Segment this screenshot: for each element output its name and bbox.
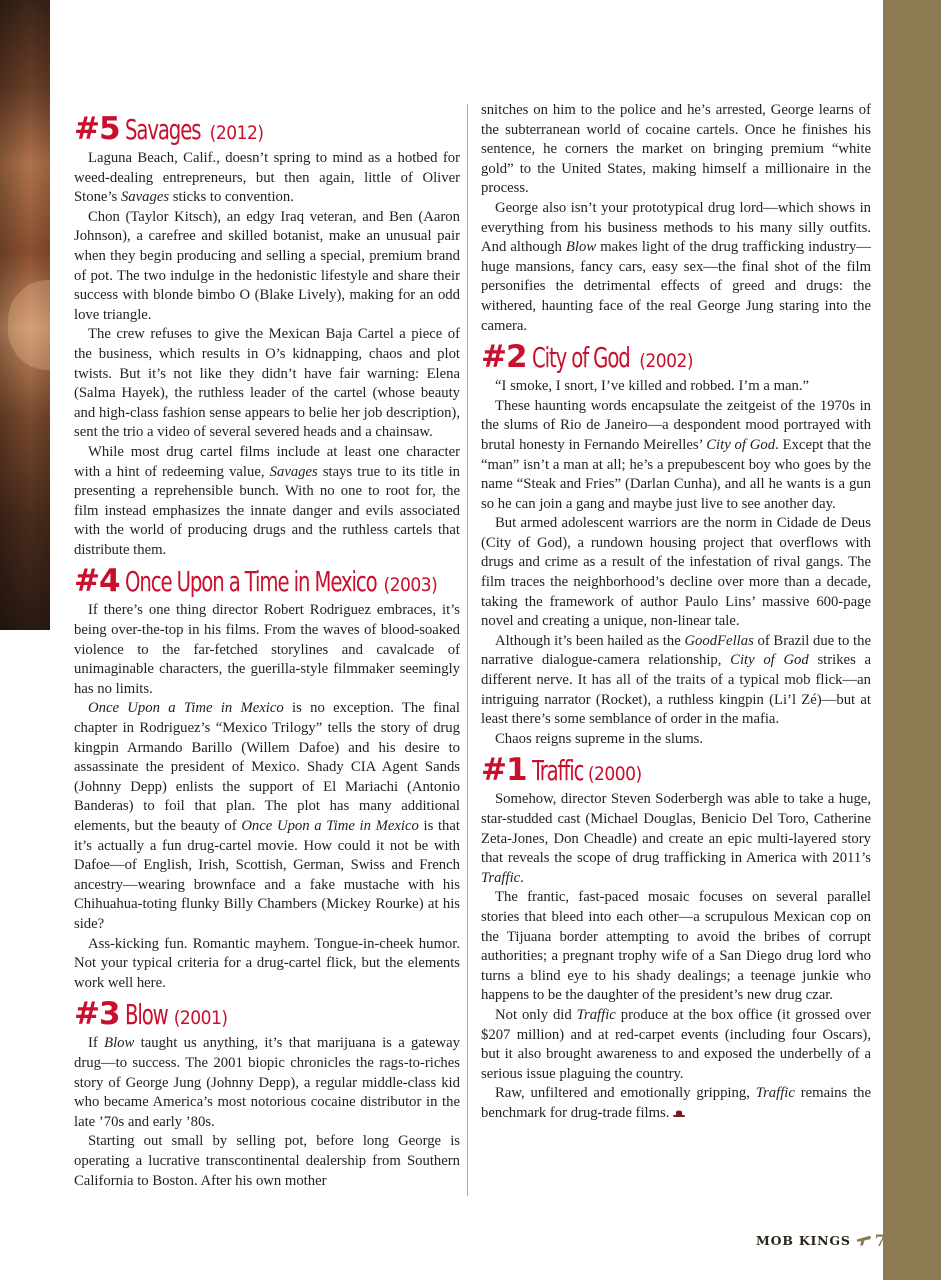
page-footer <box>756 1230 886 1252</box>
paragraph: Not only did Traffic produce at the box office (it grossed over $207 million) and at red-carpet events (including four Oscars), but it also brought awareness to and exposed the underbelly of a serious issue plaguing the country. <box>481 1006 871 1082</box>
paragraph: If there’s one thing director Robert Rodriguez embraces, it’s being over-the-top in his films. From the waves of blood-soaked violence to the far-fetched storylines and cavalcade of unimaginable characters, the guerilla-style filmmaker seemingly has no limits. <box>74 602 460 697</box>
paragraph: Laguna Beach, Calif., doesn’t spring to mind as a hotbed for weed-dealing entrepreneurs, but then again, little of Oliver Stone’s Savages sticks to convention. <box>74 150 460 206</box>
paragraph: Raw, unfiltered and emotionally gripping, Traffic remains the benchmark for drug-trade films. <box>481 1085 872 1121</box>
paragraph: But armed adolescent warriors are the norm in Cidade de Deus (City of God), a rundown housing project that overflows with drugs and crime as a result of the infestation of rival gangs. The film traces the neighborhood’s decline over more than a decade, taking the framework of author Paulo Lins’ massive 600-page novel and creating a unique, non-linear tale. <box>481 515 871 630</box>
paragraph: If Blow taught us anything, it’s that marijuana is a gateway drug—to success. The 2001 biopic chronicles the rags-to-riches story of George Jung (Johnny Depp), a regular middle-class kid who became America’s most notorious cocaine distributor in the late ’70s and early ’80s. <box>74 1035 460 1130</box>
paragraph: Although it’s been hailed as the GoodFellas of Brazil due to the narrative dialogue-camera relationship, City of God strikes a different nerve. It has all of the traits of a typical mob flick—an intriguing narrator (Rocket), a ruthless kingpin (Li’l Zé)—but at least there’s some semblance of order in the mafia. <box>481 632 872 728</box>
page-number: 7 <box>874 1231 886 1250</box>
paragraph: George also isn’t your prototypical drug lord—which shows in everything from his business methods to his many silly outfits. And although Blow makes light of the drug trafficking industry—huge mansions, fancy cars, easy sex—the final shot of the film personifies the detrimental effects of greed and drugs: the withered, haunting face of the real George Jung staring into the camera. <box>481 199 871 334</box>
paragraph: Starting out small by selling pot, before long George is operating a lucrative transcontinental dealership from Southern California to Boston. After his own mother <box>74 1133 460 1189</box>
left-column <box>74 108 460 1191</box>
hat-icon <box>673 1109 685 1118</box>
paragraph: These haunting words encapsulate the zeitgeist of the 1970s in the slums of Rio de Janeiro—a despondent mood portrayed with brutal honesty in Fernando Meirelles’ City of God. Except that the “man” isn’t a man at all; he’s a prepubescent boy who goes by the name “Steak and Fries” (Darlan Cunha), and all he wants is a gun so he can join a gang and maybe just live to see another day. <box>481 397 872 512</box>
right-column <box>481 101 871 1124</box>
heading-rank-1: #1 Traffic (2000) <box>481 752 642 789</box>
paragraph: Once Upon a Time in Mexico is no exception. The final chapter in Rodriguez’s “Mexico Trilogy” tells the story of drug kingpin Armando Barillo (Willem Dafoe) and his desire to assassinate the president of Mexico. Shady CIA Agent Sands (Johnny Depp) enlists the support of El Mariachi (Antonio Banderas) to foil that plan. The plot has many additional elements, but the beauty of Once Upon a Time in Mexico is that it’s actually a fun drug-cartel movie. How could it not be with Dafoe—of English, Irish, Scottish, German, Swiss and French ancestry—wearing brownface and a fake mustache with his Chihuahua-toting flunky Billy Chambers (Mickey Rourke) at his side? <box>74 700 460 932</box>
paragraph: Ass-kicking fun. Romantic mayhem. Tongue-in-cheek humor. Not your typical criteria for a drug-cartel flick, but the elements work well here. <box>74 935 460 991</box>
paragraph: Chon (Taylor Kitsch), an edgy Iraq veteran, and Ben (Aaron Johnson), a carefree and skilled botanist, make an unusual pair when they begin producing and selling a special, premium brand of pot. The two indulge in the hedonistic lifestyle and share their success with blonde bimbo O (Blake Lively), making for an odd love triangle. <box>74 208 460 323</box>
column-divider <box>467 104 468 1196</box>
heading-rank-5: #5 Savages (2012) <box>74 111 264 147</box>
gold-side-bar <box>883 0 941 1280</box>
heading-rank-4: #4 Once Upon a Time in Mexico (2003) <box>74 563 438 600</box>
paragraph: Somehow, director Steven Soderbergh was able to take a huge, star-studded cast (Michael Douglas, Benicio Del Toro, Catherine Zeta-Jones, Don Cheadle) and create an epic multi-layered story that reveals the scope of drug trafficking in America with 2011’s Traffic. <box>481 791 871 886</box>
publication-name: MOB KINGS <box>756 1233 851 1248</box>
heading-rank-2: #2 City of God (2002) <box>481 339 694 376</box>
paragraph: The crew refuses to give the Mexican Baja Cartel a piece of the business, which results in O’s kidnapping, chaos and plot twists. But it’s not like they didn’t have fair warning: Elena (Salma Hayek), the ruthless leader of the cartel (whose beauty and high-class fashion sense appears to belie her job description), sent the trio a video of several severed heads and a chainsaw. <box>74 326 460 441</box>
paragraph: Chaos reigns supreme in the slums. <box>495 730 704 747</box>
paragraph: “I smoke, I snort, I’ve killed and robbed. I’m a man.” <box>495 378 810 395</box>
photo-strip <box>0 0 50 630</box>
paragraph: snitches on him to the police and he’s arrested, George learns of the subterranean world of cocaine cartels. Once he finishes his sentence, he corners the market on bringing premium “white gold” to the United States, making himself a millionaire in the process. <box>481 102 871 197</box>
paragraph: While most drug cartel films include at least one character with a hint of redeeming value, Savages stays true to its title in presenting a reprehensible bunch. With no one to root for, the film instead emphasizes the innate danger and evils associated with the world of producing drugs and the ruthless cartels that distribute them. <box>74 443 460 558</box>
paragraph: The frantic, fast-paced mosaic focuses on several parallel stories that bleed into each other—a scrupulous Mexican cop on the Tijuana border attempting to avoid the bribes of corrupt authorities; a pregnant trophy wife of a San Diego drug lord who turns a blind eye to his shady dealings; a teenage junkie who happens to be the daughter of the president’s new drug czar. <box>481 889 871 1004</box>
heading-rank-3: #3 Blow (2001) <box>74 996 228 1033</box>
gun-icon <box>857 1236 871 1246</box>
